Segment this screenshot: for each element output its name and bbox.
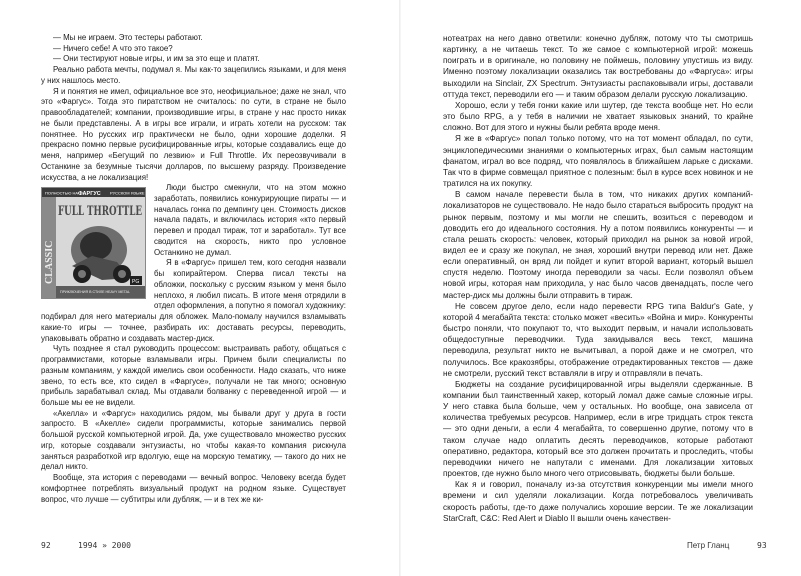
box-art-image	[42, 188, 145, 298]
paragraph: Я и понятия не имел, официальное все это, неофициальное; даже не знал, что это «Фаргус». Тогда это пиратством не считалось: по сути, в стране не было правообладателей; компании, производившие игры, в стране у нас просто никак не были представлены. А в игры все играли, и играть хотели на русском: так понятнее. Но русских игр практически не было, одни хорошие доделки. Я прекрасно помню первые русифицированные игры, которые создавались еще до меня, например «Бегущий по лезвию» и Full Throttle. Их переозвучивали в Останкине за безумные тысячи долларов, по высшему разряду. Произведение искусства, а не локализация!	[41, 86, 346, 182]
float-block	[41, 183, 346, 295]
box-art-rating: PG	[132, 279, 140, 286]
paragraph: Не совсем другое дело, если надо перевести RPG типа Baldur's Gate, у которой 4 мегабайта текста: столько может «весить» «Война и мир». Конкуренты быстро поняли, что покупают то, что выходит первым, и начали использовать общедоступные переводчики. Туда закидывался весь текст, машина переводила, результат никто не вычитывал, а порой даже и не смотрел, что получилось. Все кракозябры, отображение отредактированных текстов — даже не смотрели, русский текст вставляли в игру и отправляли в печать.	[443, 301, 753, 378]
box-art-top-left: ПОЛНОСТЬЮ НА	[45, 190, 79, 196]
paragraph: нотеатрах на него давно ответили: конечно дубляж, потому что ты смотришь картинку, а не читаешь текст. То же самое с компьютерной игрой: можешь поиграть и в оригинале, но половину не поймешь, половину упустишь из виду. Именно поэтому локализации оказались так востребованы до «Фаргуса»: игры выходили на Sinclair, ZX Spectrum. Энтузиасты распаковывали игры, доставали оттуда текст, переводили его — и таким образом делали русскую локализацию.	[443, 34, 753, 99]
paragraph: Бюджеты на создание русифицированной игры выделяли сдержанные. В компании был таинственный хакер, который ломал даже самые сложные игры. У него ставка была больше, чем у остальных. Но вообще, она зависела от количества требуемых ресурсов. Например, если в игре тридцать строк текста — это одни деньги, а если 4 мегабайта, то совершенно другие, потому что в таком случае надо оплатить десять переводчиков, которые работают оперативно, редактора, который все это должен прочитать и проследить, чтобы переводчики ничего не напутали с именами. Для локализации хитовых проектов, где нужно было много чего отрисовывать, бюджеты были больше.	[443, 379, 753, 479]
left-column	[41, 33, 346, 505]
right-page	[401, 0, 801, 576]
full-throttle-box-art	[41, 187, 146, 299]
paragraph: Как я и говорил, поначалу из-за отсутствия конкуренции мы имели много времени и сил уделяли локализации. Когда потребовалось увеличивать скорость работы, где-то даже получались хорошие версии. Те же локализации StarCraft, C&C: Red Alert и Diablo II вышли очень качествен-	[443, 480, 753, 523]
paragraph: Люди быстро смекнули, что на этом можно заработать, появились конкурирующие пираты — и началась гонка по демпингу цен. Стоимость дисков начала падать, и включилась история «кто первый перевел и продал тираж, тот и заработал». Тут все сводится на скорость, никто про условное Останкино не думал.	[154, 183, 346, 257]
paragraph: Я же в «Фаргус» попал только потому, что на тот момент обладал, по сути, энциклопедическими знаниями о компьютерных играх, был самым настоящим фанатом, играл во все подряд, что появлялось в ближайшем ларьке с дисками. Так что в фирме совмещал приятное с полезным: был в курсе всех новинок и не тратился на их покупку.	[443, 134, 753, 189]
box-art-caption: ПРИКЛЮЧЕНИЯ В СТИЛЕ HEAVY METAL	[60, 290, 131, 295]
paragraph: «Акелла» и «Фаргус» находились рядом, мы бывали друг у друга в гости запросто. В «Акелле» сидели программисты, которые занимались первой большой русской компьютерной игрой. Да, уже существовало множество русских игр, которые создавали энтузиасты, но чтобы какая-то компания рискнула заняться разработкой игр вдолгую, еще на морскую тематику, — такого до них не делал никто.	[41, 408, 346, 472]
box-art-side: CLASSIC	[44, 240, 55, 285]
paragraph: — Они тестируют новые игры, и им за это еще и платят.	[53, 54, 260, 64]
section-label: 1994 » 2000	[78, 541, 131, 550]
paragraph: — Мы не играем. Это тестеры работают.	[53, 33, 203, 42]
paragraph: В самом начале перевести была в том, что никаких других компаний-локализаторов не существовало. Не надо было стараться выбросить продукт на рынок первым, поэтому и мы могли не спешить, возиться с переводом и доводить его до идеального состояния. Ну а потом появились конкуренты — и стала решать скорость: человек, который приходил на рынок за новой игрой, видел ее и сразу же покупал, не зная, хороший внутри перевод или нет. Даже если оперативный, он вряд ли пойдет и купит второй вариант, который вышел спустя неделю. Поэтому иногда переводили за часы. Если позволял объем новой игры, которая нам приходила, у нас было часов двенадцать, после чего мастер-диск мы должны были отправить в тираж.	[443, 190, 753, 300]
box-art-brand: ФАРГУС	[78, 191, 101, 198]
paragraph: Хорошо, если у тебя гонки какие или шутер, где текста вообще нет. Но если это было RPG, а у тебя в наличии не хватает языковых знаний, то крайне сложно. Вот для этого и нужны были ребята вроде меня.	[443, 100, 753, 133]
right-column	[443, 33, 753, 524]
page-number: 93	[757, 541, 767, 550]
box-art-top-right: РУССКОМ ЯЗЫКЕ	[110, 190, 145, 196]
author-name: Петр Гланц	[687, 541, 730, 550]
page-number: 92	[41, 541, 51, 550]
paragraph: Реально работа мечты, подумал я. Мы как-то зацепились языками, и для меня у них нашлось место.	[41, 65, 346, 85]
left-page	[0, 0, 400, 576]
paragraph: Чуть позднее я стал руководить процессом: выстраивать работу, общаться с программистами, которые взламывали игры. Причем были специалисты по разным компаниям, у каждой имелись свои особенности. Надо сказать, что ниже звено, то есть все, кто сидел в «Фаргусе», получали не так много; основную прибыль зарабатывал склад. Мы отдавали болванку с переведенной игрой — и больше мы ее не видели.	[41, 344, 346, 407]
paragraph: Я в «Фаргус» пришел тем, кого сегодня назвали бы копирайтером. Сперва писал тексты на обложки, поскольку с русским языком у меня было неплохо, я любил писать. В итоге меня отрядили в отдел оформления, а попутно я помогал художнику: подбирал для него материалы для обложек. Мало-помалу научился взламывать какие-то игры — точнее, разбирать их: доставать ресурсы, переводить, упаковывать обратно и создавать мастер-диск.	[41, 258, 346, 343]
paragraph: Вообще, эта история с переводами — вечный вопрос. Человеку всегда будет комфортнее потреблять визуальный продукт на родном языке. Существует вопрос, что лучше — субтитры или дубляж, — и в тех же ки-	[41, 473, 346, 504]
paragraph: — Ничего себе! А что это такое?	[53, 43, 173, 53]
box-art-title: FULL THROTTLE	[58, 204, 143, 220]
